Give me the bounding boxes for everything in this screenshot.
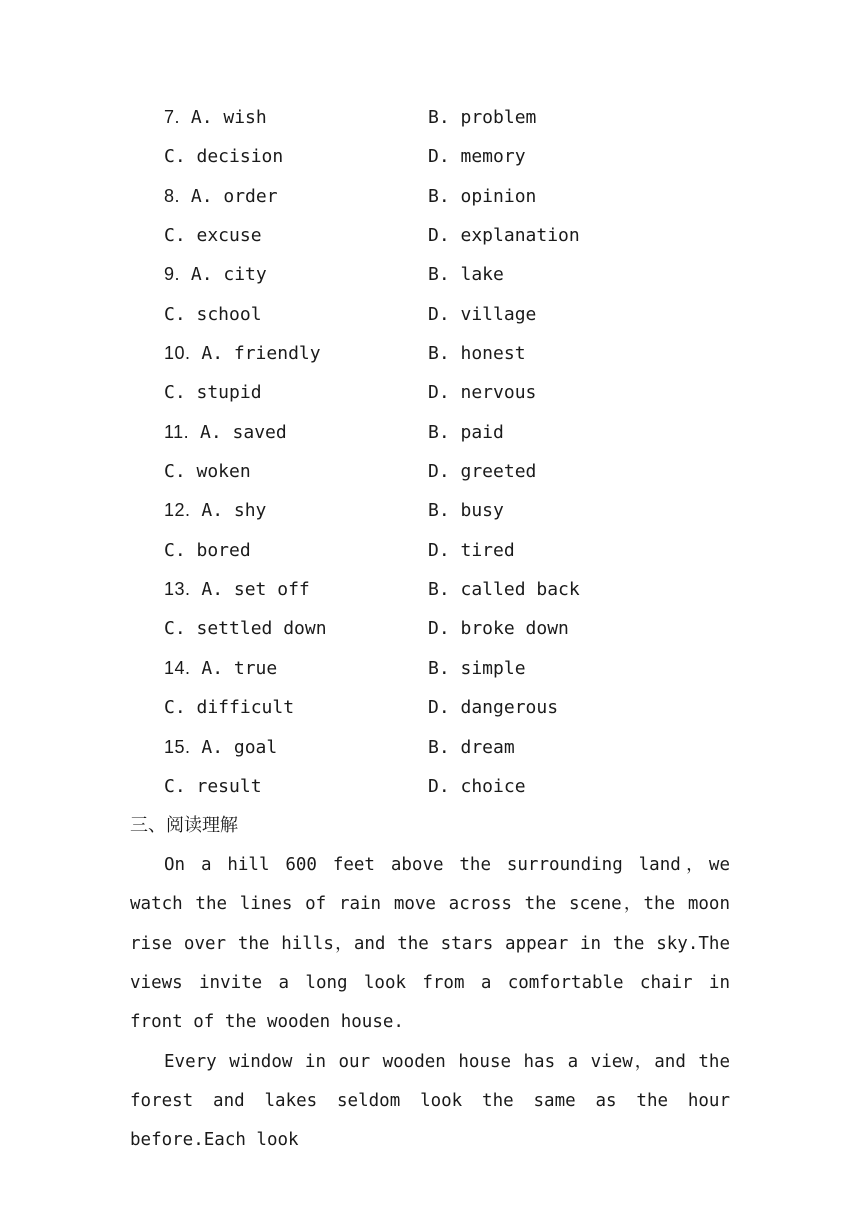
cloze-options [164, 98, 764, 806]
question-row [164, 98, 764, 137]
option-a-text: A. city [190, 264, 267, 286]
option-a-text: A. saved [200, 421, 287, 443]
option-c: C. settled down [164, 618, 327, 640]
question-number: 8. [164, 185, 181, 206]
option-b: B. problem [428, 107, 537, 128]
option-d: D. choice [428, 775, 526, 797]
option-d: D. explanation [428, 225, 580, 247]
question-number: 7. [164, 107, 181, 127]
option-a-text: A. goal [201, 736, 278, 758]
option-c: C. result [164, 775, 262, 797]
question-row [164, 531, 764, 570]
option-a-text: A. true [201, 657, 278, 679]
question-row [164, 649, 764, 688]
option-a-text: A. friendly [201, 343, 321, 365]
question-row [164, 295, 764, 334]
question-row [164, 137, 764, 176]
question-row [164, 609, 764, 648]
option-b: B. honest [428, 343, 526, 365]
option-d: D. broke down [428, 618, 569, 640]
option-d: D. dangerous [428, 697, 559, 719]
question-row [164, 570, 764, 609]
option-a [164, 491, 266, 530]
question-row [164, 334, 764, 373]
option-b: B. opinion [428, 185, 537, 207]
question-row [164, 216, 764, 255]
option-c: C. stupid [164, 382, 262, 404]
question-row [164, 728, 764, 767]
question-row [164, 373, 764, 412]
question-row [164, 452, 764, 491]
question-number: 12. [164, 500, 191, 521]
question-number: 9. [164, 264, 181, 285]
option-a-text: A. set off [201, 579, 310, 601]
option-d: D. tired [428, 539, 515, 561]
passage-paragraph: Every window in our wooden house has a view，and the forest and lakes seldom look the same as the hour before.Each look [130, 1051, 730, 1151]
option-a [164, 98, 267, 137]
option-a-text: A. shy [201, 500, 267, 522]
option-b: B. simple [428, 657, 526, 679]
option-a [164, 570, 310, 609]
option-c: C. difficult [164, 697, 295, 719]
question-row [164, 177, 764, 216]
question-number: 15. [164, 736, 191, 757]
option-c: C. decision [164, 146, 284, 168]
reading-passage [130, 846, 730, 1161]
option-a [164, 728, 277, 767]
option-b: B. lake [428, 264, 504, 286]
option-d: D. nervous [428, 382, 537, 404]
option-b: B. busy [428, 500, 504, 522]
question-number: 11. [164, 421, 190, 442]
option-c: C. woken [164, 461, 251, 483]
option-c: C. school [164, 303, 262, 325]
option-c: C. bored [164, 539, 251, 561]
question-row [164, 413, 764, 452]
question-row [164, 491, 764, 530]
section-heading: 三、阅读理解 [130, 815, 238, 836]
passage-paragraph: On a hill 600 feet above the surrounding land，we watch the lines of rain move across the scene，the moon rise over the hills，and the stars appear in the sky.The views invite a long look from a comfortable chair in front of the wooden house. [130, 855, 730, 1033]
option-a-text: A. wish [190, 107, 267, 128]
question-number: 14. [164, 657, 191, 678]
option-d: D. village [428, 303, 537, 325]
option-a [164, 649, 277, 688]
option-a [164, 177, 278, 216]
question-number: 10. [164, 343, 191, 364]
question-row [164, 767, 764, 806]
question-row [164, 688, 764, 727]
option-d: D. greeted [428, 461, 537, 483]
option-b: B. dream [428, 736, 515, 758]
question-number: 13. [164, 579, 191, 600]
option-a [164, 413, 287, 452]
option-a [164, 255, 267, 294]
option-a-text: A. order [190, 185, 278, 207]
question-row [164, 255, 764, 294]
option-b: B. called back [428, 579, 580, 601]
option-d: D. memory [428, 146, 526, 168]
option-b: B. paid [428, 421, 504, 443]
option-a [164, 334, 321, 373]
option-c: C. excuse [164, 225, 262, 247]
